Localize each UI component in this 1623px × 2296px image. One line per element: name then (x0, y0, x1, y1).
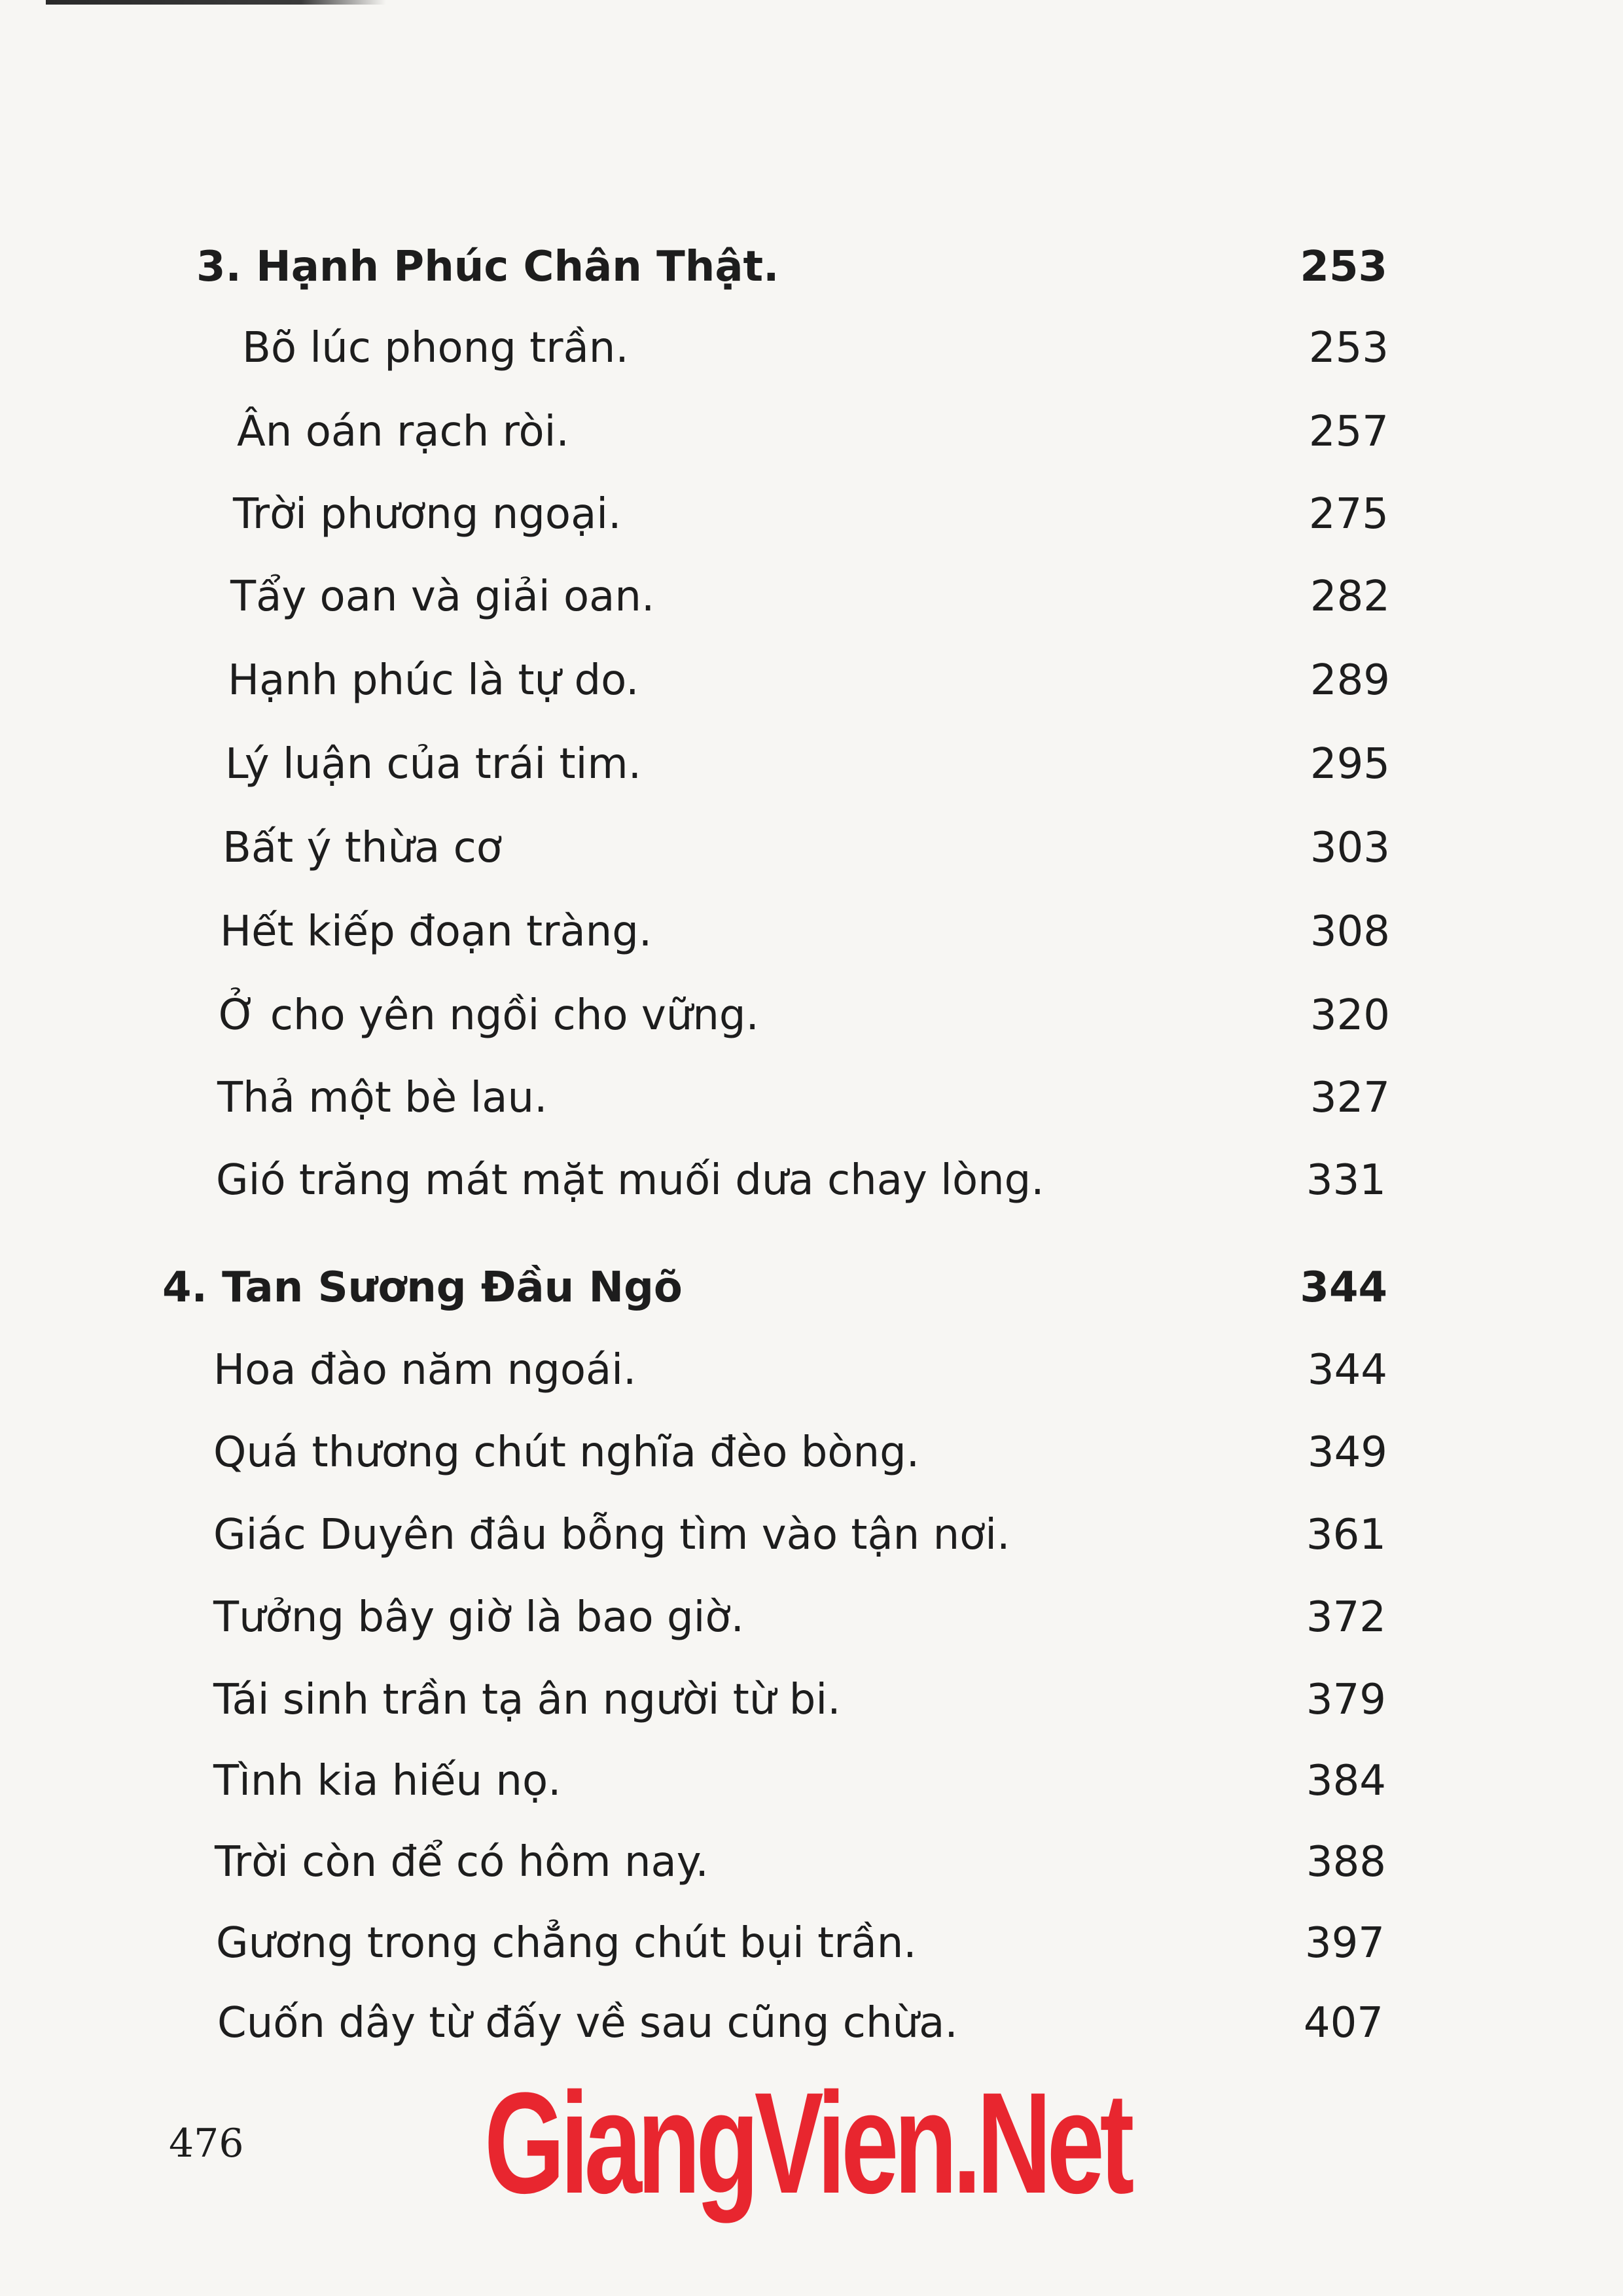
toc-entry-title: Tình kia hiếu nọ. (213, 1757, 562, 1805)
toc-entry (216, 1154, 1386, 1207)
toc-entry-page: 327 (1310, 1074, 1390, 1122)
toc-entry-page: 295 (1310, 740, 1390, 788)
toc-entry-title: Quá thương chút nghĩa đèo bòng. (213, 1428, 920, 1477)
toc-entry-page: 257 (1308, 408, 1389, 456)
toc-entry-title: Lý luận của trái tim. (225, 740, 642, 788)
toc-entry-page: 289 (1310, 656, 1390, 705)
toc-entry-title: Ân oán rạch ròi. (237, 408, 569, 456)
toc-entry (242, 322, 1389, 374)
toc-entry-title: Hết kiếp đoạn tràng. (220, 908, 652, 956)
toc-section-heading (196, 241, 1387, 293)
toc-entry (233, 488, 1389, 540)
toc-entry (213, 1344, 1387, 1396)
toc-entry (225, 738, 1390, 790)
toc-entry (217, 1072, 1390, 1124)
toc-entry (223, 822, 1390, 874)
toc-entry-title: Giác Duyên đâu bỗng tìm vào tận nơi. (213, 1511, 1010, 1559)
toc-entry-title: Bõ lúc phong trần. (242, 324, 629, 372)
toc-section-page: 253 (1300, 243, 1387, 291)
toc-entry-page: 308 (1310, 908, 1390, 956)
toc-entry-page: 407 (1303, 1999, 1383, 2047)
toc-entry (213, 1755, 1386, 1807)
toc-entry (220, 906, 1390, 958)
toc-entry-title: Trời phương ngoại. (233, 490, 622, 539)
toc-entry-title: Trời còn để có hôm nay. (215, 1838, 709, 1886)
toc-entry-page: 379 (1306, 1676, 1386, 1724)
toc-entry-title: Tẩy oan và giải oan. (230, 573, 655, 621)
toc-entry (213, 1591, 1386, 1644)
watermark-logo-text: GiangVien.Net (484, 2062, 1130, 2223)
toc-entry-page: 320 (1310, 991, 1390, 1040)
toc-entry-page: 344 (1307, 1346, 1387, 1394)
toc-section-page: 344 (1300, 1263, 1387, 1312)
toc-section-title: 4. Tan Sương Đầu Ngõ (162, 1263, 683, 1312)
toc-entry (213, 1674, 1386, 1726)
toc-entry (215, 1836, 1386, 1888)
toc-section-title: 3. Hạnh Phúc Chân Thật. (196, 243, 779, 291)
toc-entry-page: 361 (1306, 1511, 1386, 1559)
toc-entry (237, 406, 1389, 458)
toc-entry-title: Gương trong chẳng chút bụi trần. (216, 1919, 917, 1968)
toc-entry-page: 275 (1308, 490, 1389, 539)
toc-entry (213, 1426, 1387, 1479)
toc-entry-title: Tưởng bây giờ là bao giờ. (213, 1593, 744, 1642)
toc-entry (216, 1917, 1385, 1969)
toc-entry (228, 654, 1390, 707)
toc-entry (219, 989, 1390, 1042)
toc-section-heading (162, 1262, 1387, 1314)
toc-entry-title: Thả một bè lau. (217, 1074, 548, 1122)
toc-entry-title: Bất ý thừa cơ (223, 824, 502, 872)
toc-entry-page: 349 (1307, 1428, 1387, 1477)
toc-entry-title: Hạnh phúc là tự do. (228, 656, 639, 705)
toc-entry-page: 384 (1306, 1757, 1386, 1805)
toc-entry-page: 253 (1308, 324, 1389, 372)
page-number: 476 (169, 2121, 244, 2166)
toc-entry (213, 1509, 1386, 1561)
toc-entry-page: 303 (1310, 824, 1390, 872)
toc-entry-page: 388 (1306, 1838, 1386, 1886)
toc-entry (217, 1997, 1383, 2049)
toc-entry-title: Tái sinh trần tạ ân người từ bi. (213, 1676, 841, 1724)
toc-entry-title: Gió trăng mát mặt muối dưa chay lòng. (216, 1156, 1044, 1205)
toc-entry-title: Cuốn dây từ đấy về sau cũng chừa. (217, 1999, 958, 2047)
toc-entry-page: 282 (1310, 573, 1390, 621)
toc-entry (230, 571, 1390, 623)
toc-entry-page: 372 (1306, 1593, 1386, 1642)
toc-entry-page: 397 (1304, 1919, 1385, 1968)
toc-entry-title: Hoa đào năm ngoái. (213, 1346, 637, 1394)
toc-entry-title: Ở cho yên ngồi cho vững. (219, 991, 759, 1040)
toc-entry-page: 331 (1306, 1156, 1386, 1205)
